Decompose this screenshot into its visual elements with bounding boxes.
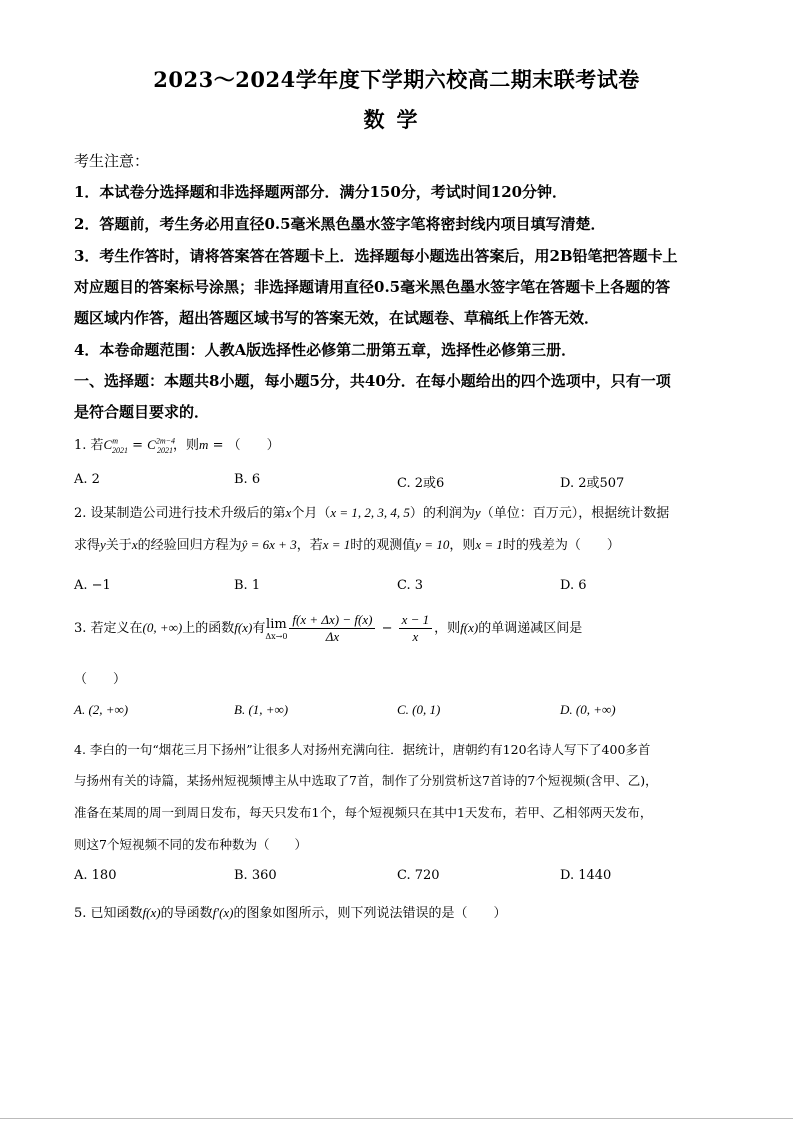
q2-option-b[interactable]: B. 1: [234, 578, 261, 593]
q3-option-a[interactable]: A. (2, +∞): [74, 702, 129, 717]
limit-symbol: lim Δx→0: [265, 616, 288, 641]
exam-title: 2023～2024学年度下学期六校高二期末联考试卷: [153, 67, 640, 92]
page-bottom-divider: [0, 1118, 793, 1119]
q2-option-d[interactable]: D. 6: [560, 578, 587, 593]
notice-item-3-cont-2: 题区域内作答，超出答题区域书写的答案无效，在试题卷、草稿纸上作答无效．: [74, 309, 600, 327]
q4-option-a[interactable]: A. 180: [74, 868, 117, 883]
notice-item-3-cont-1: 对应题目的答案标号涂黑；非选择题请用直径0.5毫米黑色墨水签字笔在答题卡上各题的答: [74, 278, 671, 296]
q3-option-b[interactable]: B. (1, +∞): [234, 702, 289, 717]
question-5: 5. 已知函数f(x)的导函数f′(x)的图象如图所示，则下列说法错误的是（ ）: [74, 905, 507, 921]
difference-quotient: $\frac{f(x + \Delta x) - f(x)}{\Delta x}$: [289, 612, 375, 645]
question-4-line-4: 则这7个短视频不同的发布种数为（ ）: [74, 837, 307, 852]
q1-option-d[interactable]: D. 2或507: [560, 476, 625, 491]
q1-option-b[interactable]: B. 6: [234, 472, 261, 487]
notice-heading: 考生注意：: [74, 152, 150, 170]
notice-item-3: 3．考生作答时，请将答案答在答题卡上．选择题每小题选出答案后，用2B铅笔把答题卡上: [74, 247, 678, 265]
question-2-line-2: 求得y关于x的经验回归方程为ŷ = 6x + 3，若x = 1时的观测值y = 10，则x = 1时的残差为（ ）: [74, 537, 620, 553]
q2-option-a[interactable]: A. −1: [74, 578, 111, 593]
q4-option-b[interactable]: B. 360: [234, 868, 277, 883]
notice-item-4: 4．本卷命题范围：人教A版选择性必修第二册第五章，选择性必修第三册．: [74, 341, 577, 359]
question-3: 3. 若定义在(0, +∞)上的函数f(x)有lim Δx→0 $\frac{f(x + \Delta x) - f(x)}{\Delta x}$ − $\frac{x - 1}{x}$ ，则f(x)的单调递减区间是: [74, 612, 583, 644]
q2-option-c[interactable]: C. 3: [397, 578, 424, 593]
question-2-line-1: 2. 设某制造公司进行技术升级后的第x个月（x = 1, 2, 3, 4, 5）的利润为y（单位：百万元），根据统计数据: [74, 505, 670, 521]
question-4-line-3: 准备在某周的周一到周日发布，每天只发布1个，每个短视频只在其中1天发布，若甲、乙相邻两天发布，: [74, 805, 653, 820]
rhs-fraction: $\frac{x - 1}{x}$: [399, 612, 433, 645]
subject-title: 数学: [363, 107, 430, 132]
q1-option-a[interactable]: A. 2: [74, 472, 100, 487]
question-4-line-2: 与扬州有关的诗篇，某扬州短视频博主从中选取了7首，制作了分别赏析这7首诗的7个短视频(含甲、乙)，: [74, 773, 658, 788]
section-heading: 一、选择题：本题共8小题，每小题5分，共40分．在每小题给出的四个选项中，只有一项: [74, 372, 671, 390]
q4-option-d[interactable]: D. 1440: [560, 868, 612, 883]
q4-option-c[interactable]: C. 720: [397, 868, 440, 883]
question-3-paren: （ ）: [74, 672, 127, 687]
notice-item-1: 1．本试卷分选择题和非选择题两部分．满分150分，考试时间120分钟．: [74, 183, 568, 201]
question-1: 1. 若$C^m_{2021} = C^{2m-4}_{2021}$，则m = （ ）: [74, 436, 280, 455]
notice-item-2: 2．答题前，考生务必用直径0.5毫米黑色墨水签字笔将密封线内项目填写清楚．: [74, 215, 606, 233]
q3-option-d[interactable]: D. (0, +∞): [560, 702, 616, 717]
question-4-line-1: 4. 李白的一句“烟花三月下扬州”让很多人对扬州充满向往．据统计，唐朝约有120名诗人写下了400多首: [74, 742, 651, 757]
q3-option-c[interactable]: C. (0, 1): [397, 702, 441, 717]
section-heading-cont: 是符合题目要求的．: [74, 403, 210, 421]
q1-option-c[interactable]: C. 2或6: [397, 476, 445, 491]
